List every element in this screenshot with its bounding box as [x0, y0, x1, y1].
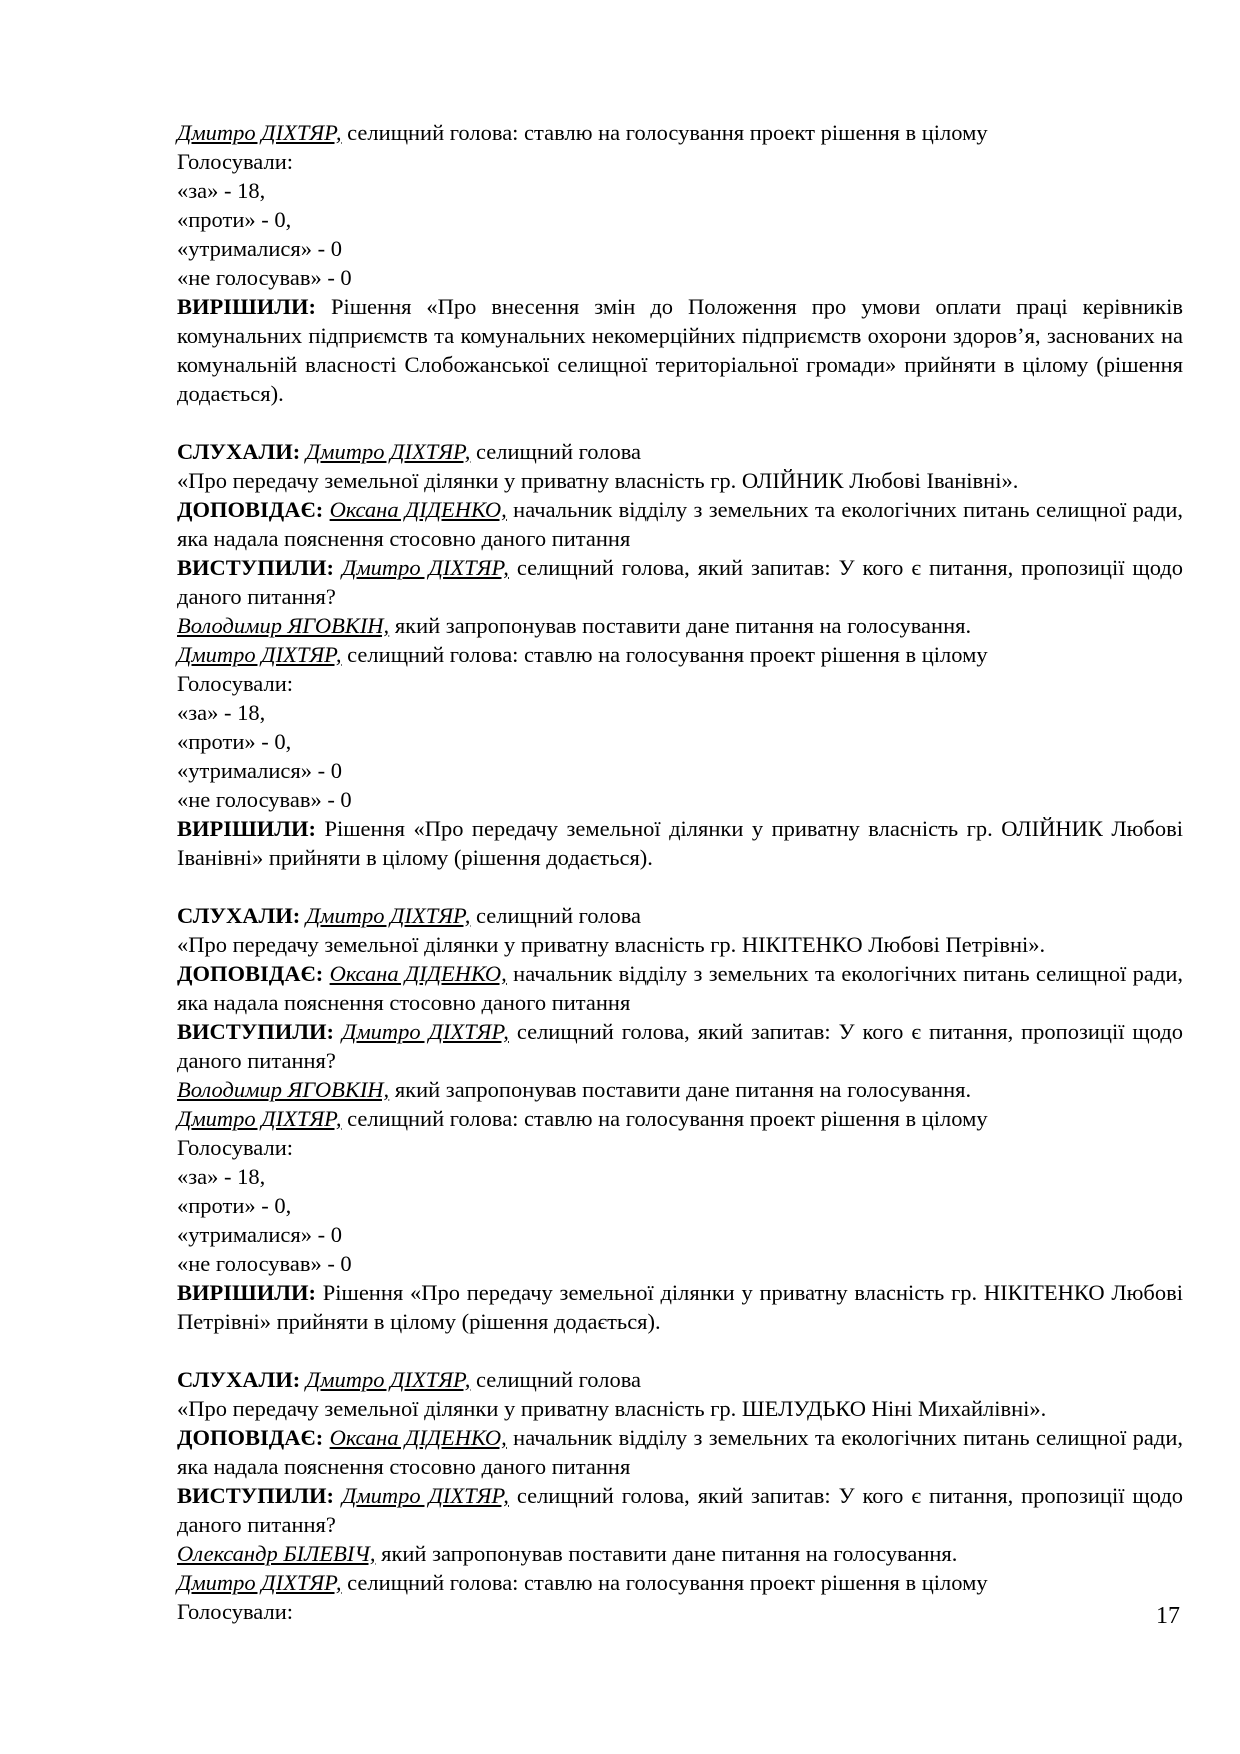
person-name: Дмитро ДІХТЯР,: [177, 1106, 342, 1131]
decided-label: ВИРІШИЛИ:: [177, 294, 316, 319]
person-name: Дмитро ДІХТЯР,: [342, 1019, 509, 1044]
spacer: [177, 1336, 1183, 1365]
chair-vote-line: Дмитро ДІХТЯР, селищний голова: ставлю на голосування проект рішення в цілому: [177, 120, 988, 145]
decision-paragraph: ВИРІШИЛИ: Рішення «Про внесення змін до Положення про умови оплати праці керівників комунальних підприємств та комунальних некомерційних підприємств охорони здоров’я, заснованих на комунальній власності Слобожанської селищної територіальної громади» прийняти в цілому (рішення додається).: [177, 294, 1183, 406]
proposer-line: Володимир ЯГОВКІН, який запропонував поставити дане питання на голосування.: [177, 613, 972, 638]
agenda-topic: «Про передачу земельної ділянки у приватну власність гр. ШЕЛУДЬКО Ніні Михайлівні».: [177, 1396, 1047, 1421]
person-name: Оксана ДІДЕНКО,: [329, 497, 507, 522]
person-name: Дмитро ДІХТЯР,: [305, 903, 471, 928]
person-name: Дмитро ДІХТЯР,: [305, 1367, 471, 1392]
vote-abstain: «утрималися» - 0: [177, 758, 343, 783]
chair-vote-line: Дмитро ДІХТЯР, селищний голова: ставлю на голосування проект рішення в цілому: [177, 642, 988, 667]
page-number: 17: [1156, 1603, 1180, 1629]
reports-paragraph: ДОПОВІДАЄ: Оксана ДІДЕНКО, начальник відділу з земельних та екологічних питань селищної ради, яка надала пояснення стосовно даного питання: [177, 1425, 1184, 1479]
decided-label: ВИРІШИЛИ:: [177, 1280, 316, 1305]
vote-not-voted: «не голосував» - 0: [177, 265, 352, 290]
decision-paragraph: ВИРІШИЛИ: Рішення «Про передачу земельної ділянки у приватну власність гр. НІКІТЕНКО Любові Петрівні» прийняти в цілому (рішення додається).: [177, 1280, 1183, 1334]
vote-for: «за» - 18,: [177, 700, 266, 725]
voted-label: Голосували:: [177, 1599, 293, 1624]
vote-for: «за» - 18,: [177, 178, 266, 203]
decision-paragraph: ВИРІШИЛИ: Рішення «Про передачу земельної ділянки у приватну власність гр. ОЛІЙНИК Любові Іванівні» прийняти в цілому (рішення додається).: [177, 816, 1183, 870]
person-name: Олександр БІЛЕВІЧ,: [177, 1541, 376, 1566]
person-name: Дмитро ДІХТЯР,: [342, 555, 509, 580]
vote-against: «проти» - 0,: [177, 207, 292, 232]
vote-abstain: «утрималися» - 0: [177, 236, 343, 261]
person-name: Володимир ЯГОВКІН,: [177, 1077, 390, 1102]
person-name: Дмитро ДІХТЯР,: [177, 1570, 342, 1595]
vote-against: «проти» - 0,: [177, 729, 292, 754]
person-name: Дмитро ДІХТЯР,: [342, 1483, 509, 1508]
vote-not-voted: «не голосував» - 0: [177, 787, 352, 812]
vote-against: «проти» - 0,: [177, 1193, 292, 1218]
chair-vote-line: Дмитро ДІХТЯР, селищний голова: ставлю на голосування проект рішення в цілому: [177, 1570, 988, 1595]
heard-line: СЛУХАЛИ: Дмитро ДІХТЯР, селищний голова: [177, 439, 642, 464]
decided-label: ВИРІШИЛИ:: [177, 816, 316, 841]
person-name: Дмитро ДІХТЯР,: [305, 439, 471, 464]
proposer-line: Володимир ЯГОВКІН, який запропонував поставити дане питання на голосування.: [177, 1077, 972, 1102]
chair-vote-line: Дмитро ДІХТЯР, селищний голова: ставлю на голосування проект рішення в цілому: [177, 1106, 988, 1131]
voted-label: Голосували:: [177, 671, 293, 696]
vote-not-voted: «не голосував» - 0: [177, 1251, 352, 1276]
spoke-paragraph: ВИСТУПИЛИ: Дмитро ДІХТЯР, селищний голова, який запитав: У кого є питання, пропозиції щодо даного питання?: [177, 1483, 1184, 1537]
person-name: Оксана ДІДЕНКО,: [329, 1425, 507, 1450]
spoke-paragraph: ВИСТУПИЛИ: Дмитро ДІХТЯР, селищний голова, який запитав: У кого є питання, пропозиції щодо даного питання?: [177, 1019, 1184, 1073]
spacer: [177, 872, 1183, 901]
agenda-topic: «Про передачу земельної ділянки у приватну власність гр. ОЛІЙНИК Любові Іванівні».: [177, 468, 1019, 493]
spacer: [177, 408, 1183, 437]
proposer-line: Олександр БІЛЕВІЧ, який запропонував поставити дане питання на голосування.: [177, 1541, 958, 1566]
vote-for: «за» - 18,: [177, 1164, 266, 1189]
document-page: [177, 118, 1183, 1626]
voted-label: Голосували:: [177, 1135, 293, 1160]
person-name: Дмитро ДІХТЯР,: [177, 120, 342, 145]
spoke-paragraph: ВИСТУПИЛИ: Дмитро ДІХТЯР, селищний голова, який запитав: У кого є питання, пропозиції щодо даного питання?: [177, 555, 1184, 609]
heard-line: СЛУХАЛИ: Дмитро ДІХТЯР, селищний голова: [177, 903, 642, 928]
person-name: Володимир ЯГОВКІН,: [177, 613, 390, 638]
heard-line: СЛУХАЛИ: Дмитро ДІХТЯР, селищний голова: [177, 1367, 642, 1392]
reports-paragraph: ДОПОВІДАЄ: Оксана ДІДЕНКО, начальник відділу з земельних та екологічних питань селищної ради, яка надала пояснення стосовно даного питання: [177, 961, 1184, 1015]
reports-paragraph: ДОПОВІДАЄ: Оксана ДІДЕНКО, начальник відділу з земельних та екологічних питань селищної ради, яка надала пояснення стосовно даного питання: [177, 497, 1184, 551]
person-name: Дмитро ДІХТЯР,: [177, 642, 342, 667]
agenda-topic: «Про передачу земельної ділянки у приватну власність гр. НІКІТЕНКО Любові Петрівні».: [177, 932, 1046, 957]
person-name: Оксана ДІДЕНКО,: [329, 961, 507, 986]
voted-label: Голосували:: [177, 149, 293, 174]
vote-abstain: «утрималися» - 0: [177, 1222, 343, 1247]
